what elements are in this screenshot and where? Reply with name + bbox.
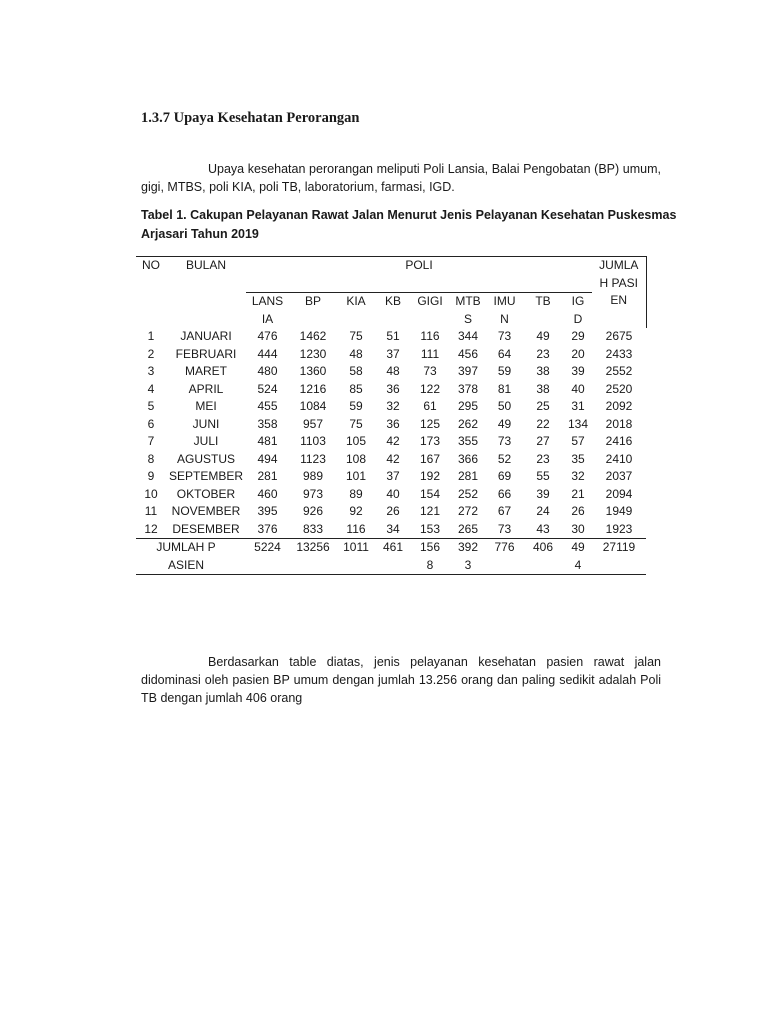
total-igd: 494: [564, 539, 592, 575]
total-lansia: 5224: [246, 539, 289, 575]
cell-lansia: 358: [257, 416, 278, 431]
header-poli-imun: IMUN: [493, 294, 516, 326]
table-caption: Tabel 1. Cakupan Pelayanan Rawat Jalan Menurut Jenis Pelayanan Kesehatan Puskesmas Arjasari Tahun 2019: [141, 208, 677, 241]
row-month: MARET: [185, 364, 227, 378]
cell-kia: 101: [345, 469, 367, 483]
cell-tb: 23: [536, 346, 550, 361]
cell-bp: 973: [302, 486, 324, 501]
cell-mtbs: 265: [449, 521, 487, 539]
cell-gigi: 111: [420, 346, 440, 361]
row-month: JANUARI: [180, 329, 232, 343]
cell-igd: 21: [571, 486, 585, 501]
table-row: [136, 486, 646, 504]
cell-imun: 64: [497, 346, 512, 361]
row-month: FEBRUARI: [175, 346, 237, 361]
row-no: 6: [147, 416, 155, 431]
cell-mtbs: 281: [457, 469, 479, 483]
cell-igd: 57: [571, 434, 585, 448]
cell-tb: 55: [536, 469, 550, 483]
table-row: [136, 451, 646, 469]
row-total: 2520: [605, 381, 633, 396]
cell-mtbs: 295: [457, 399, 479, 413]
table-row: [136, 433, 646, 451]
total-gigi: 1568: [411, 539, 449, 575]
cell-gigi: 192: [419, 469, 441, 483]
cell-tb: 43: [522, 521, 564, 539]
cell-bp: 1103: [300, 434, 326, 448]
cell-mtbs: 366: [457, 451, 479, 466]
cell-kb: 37: [386, 346, 400, 361]
row-total: 2433: [605, 346, 633, 361]
cell-imun: 69: [497, 469, 512, 483]
header-poli-gigi: GIGI: [417, 294, 443, 308]
cell-bp: 1216: [299, 381, 327, 396]
cell-gigi: 125: [419, 416, 441, 431]
table-row: [136, 346, 646, 364]
header-poli-kb: KB: [384, 294, 401, 308]
cell-imun: 73: [487, 521, 522, 539]
cell-igd: 31: [571, 399, 585, 413]
cell-igd: 35: [571, 451, 585, 466]
cell-mtbs: 397: [457, 364, 479, 378]
cell-kia: 58: [349, 364, 363, 378]
total-kia: 1011: [337, 539, 375, 575]
cell-imun: 50: [497, 399, 512, 413]
row-total: 1923: [592, 521, 646, 539]
cell-tb: 27: [536, 434, 550, 448]
cell-lansia: 460: [257, 486, 278, 501]
cell-imun: 49: [497, 416, 512, 431]
cell-igd: 32: [571, 469, 585, 483]
cell-bp: 1084: [299, 399, 327, 413]
cell-tb: 25: [536, 399, 550, 413]
row-month: JULI: [193, 434, 219, 448]
row-no: 9: [147, 469, 155, 483]
cell-bp: 989: [302, 469, 324, 483]
conclusion-paragraph: Berdasarkan table diatas, jenis pelayanan kesehatan pasien rawat jalan didominasi oleh pasien BP umum dengan jumlah 13.256 orang dan paling sedikit adalah Poli TB dengan jumlah 406 orang: [141, 655, 661, 705]
cell-kia: 116: [337, 521, 375, 539]
cell-tb: 39: [536, 486, 550, 501]
cell-kb: 42: [386, 434, 400, 448]
cell-igd: 20: [571, 346, 585, 361]
cell-mtbs: 456: [457, 346, 479, 361]
cell-lansia: 376: [246, 521, 289, 539]
row-total: 2092: [605, 399, 633, 413]
cell-imun: 67: [497, 504, 512, 518]
cell-kb: 36: [386, 381, 400, 396]
cell-tb: 23: [536, 451, 550, 466]
table-row: [136, 363, 646, 381]
cell-gigi: 167: [419, 451, 441, 466]
cell-tb: 38: [536, 364, 550, 378]
header-poli-bp: BP: [304, 294, 321, 308]
row-no: 5: [147, 399, 155, 413]
row-total: 2552: [605, 364, 633, 378]
cell-lansia: 455: [257, 399, 278, 413]
cell-bp: 1462: [299, 329, 327, 343]
cell-imun: 66: [497, 486, 512, 501]
row-total: 2094: [605, 486, 633, 501]
row-total: 2037: [605, 469, 633, 483]
cell-mtbs: 252: [457, 486, 479, 501]
cell-imun: 73: [497, 329, 512, 343]
cell-kia: 48: [349, 346, 363, 361]
cell-kb: 48: [386, 364, 400, 378]
row-month: MEI: [195, 399, 217, 413]
row-no: 7: [147, 434, 155, 448]
cell-gigi: 61: [423, 399, 437, 413]
table-row: [136, 381, 646, 399]
row-month: AGUSTUS: [176, 451, 235, 466]
row-no: 2: [147, 346, 155, 361]
cell-kia: 92: [349, 504, 363, 518]
cell-mtbs: 355: [457, 434, 479, 448]
cell-gigi: 153: [411, 521, 449, 539]
cell-tb: 22: [536, 416, 550, 431]
total-row: [136, 539, 646, 575]
cell-kb: 37: [386, 469, 400, 483]
row-month: APRIL: [188, 381, 224, 396]
header-jumlah-pasien: JUMLAH PASIEN: [592, 257, 646, 329]
cell-kia: 75: [349, 416, 363, 431]
total-tb: 406: [522, 539, 564, 575]
cell-lansia: 480: [257, 364, 278, 378]
row-total: 1949: [605, 504, 633, 518]
cell-tb: 24: [536, 504, 550, 518]
row-no: 8: [147, 451, 155, 466]
cell-lansia: 494: [257, 451, 278, 466]
total-label: JUMLAH PASIEN: [136, 539, 246, 575]
section-heading: 1.3.7 Upaya Kesehatan Perorangan: [141, 110, 360, 126]
cell-kia: 85: [349, 381, 363, 396]
total-kb: 461: [375, 539, 411, 575]
cell-kb: 36: [386, 416, 400, 431]
cell-mtbs: 344: [457, 329, 479, 343]
cell-kb: 34: [375, 521, 411, 539]
table-row: [136, 398, 646, 416]
table-row: [136, 328, 646, 346]
cell-kb: 32: [386, 399, 400, 413]
cell-lansia: 395: [257, 504, 278, 518]
cell-kb: 42: [386, 451, 400, 466]
grand-total: 27119: [592, 539, 646, 575]
cell-kia: 59: [349, 399, 363, 413]
cell-igd: 39: [571, 364, 585, 378]
cell-bp: 1123: [300, 451, 326, 466]
cell-igd: 134: [567, 416, 589, 431]
total-mtbs: 3923: [449, 539, 487, 575]
header-poli-mtbs: MTBS: [455, 294, 481, 326]
cell-igd: 30: [564, 521, 592, 539]
row-total: 2410: [605, 451, 633, 466]
cell-gigi: 122: [419, 381, 441, 396]
header-poli-igd: IGD: [571, 294, 585, 326]
cell-gigi: 121: [419, 504, 441, 518]
row-month: JUNI: [192, 416, 220, 431]
cell-lansia: 481: [257, 434, 278, 448]
row-no: 11: [144, 504, 158, 518]
total-imun: 776: [487, 539, 522, 575]
row-total: 2675: [605, 329, 633, 343]
cell-kb: 26: [386, 504, 400, 518]
header-bulan: BULAN: [166, 257, 246, 329]
cell-tb: 49: [536, 329, 550, 343]
row-month: OKTOBER: [176, 486, 236, 501]
cell-imun: 81: [497, 381, 512, 396]
cell-lansia: 524: [257, 381, 278, 396]
cell-gigi: 73: [423, 364, 437, 378]
cell-imun: 52: [497, 451, 512, 466]
cell-gigi: 154: [419, 486, 441, 501]
table-row: [136, 416, 646, 434]
cell-mtbs: 378: [457, 381, 479, 396]
cell-kb: 40: [386, 486, 400, 501]
cell-tb: 38: [536, 381, 550, 396]
header-poli-lansia: LANSIA: [251, 294, 284, 326]
row-month: NOVEMBER: [171, 504, 241, 518]
total-bp: 13256: [289, 539, 337, 575]
table-row: [136, 521, 646, 539]
cell-bp: 1360: [299, 364, 327, 378]
cell-igd: 26: [571, 504, 585, 518]
cell-kia: 105: [345, 434, 367, 448]
row-month: SEPTEMBER: [168, 469, 243, 483]
row-month: DESEMBER: [166, 521, 246, 539]
header-poli: POLI: [246, 257, 592, 293]
cell-bp: 957: [302, 416, 324, 431]
cell-imun: 73: [497, 434, 512, 448]
row-total: 2018: [605, 416, 633, 431]
table-row: [136, 503, 646, 521]
cell-lansia: 444: [257, 346, 278, 361]
row-no: 10: [144, 486, 158, 501]
cell-kia: 75: [349, 329, 363, 343]
header-poli-tb: TB: [535, 294, 551, 308]
row-total: 2416: [605, 434, 633, 448]
table-row: [136, 468, 646, 486]
cell-imun: 59: [497, 364, 512, 378]
cell-bp: 1230: [299, 346, 327, 361]
cell-bp: 833: [289, 521, 337, 539]
header-no: NO: [136, 257, 166, 329]
cell-mtbs: 272: [457, 504, 479, 518]
cell-kia: 89: [349, 486, 363, 501]
cell-lansia: 281: [257, 469, 278, 483]
cell-mtbs: 262: [457, 416, 479, 431]
cell-gigi: 116: [420, 329, 440, 343]
cell-igd: 29: [571, 329, 585, 343]
intro-paragraph: Upaya kesehatan perorangan meliputi Poli Lansia, Balai Pengobatan (BP) umum, gigi, MTBS, poli KIA, poli TB, laboratorium, farmasi, IGD.: [141, 162, 661, 194]
service-coverage-table: [136, 256, 647, 575]
cell-gigi: 173: [419, 434, 441, 448]
cell-bp: 926: [302, 504, 324, 518]
cell-igd: 40: [571, 381, 585, 396]
row-no: 3: [147, 364, 155, 378]
row-no: 4: [147, 381, 155, 396]
row-no: 12: [136, 521, 166, 539]
cell-lansia: 476: [257, 329, 278, 343]
header-poli-kia: KIA: [346, 294, 366, 308]
cell-kia: 108: [345, 451, 367, 466]
row-no: 1: [147, 329, 155, 343]
cell-kb: 51: [386, 329, 400, 343]
